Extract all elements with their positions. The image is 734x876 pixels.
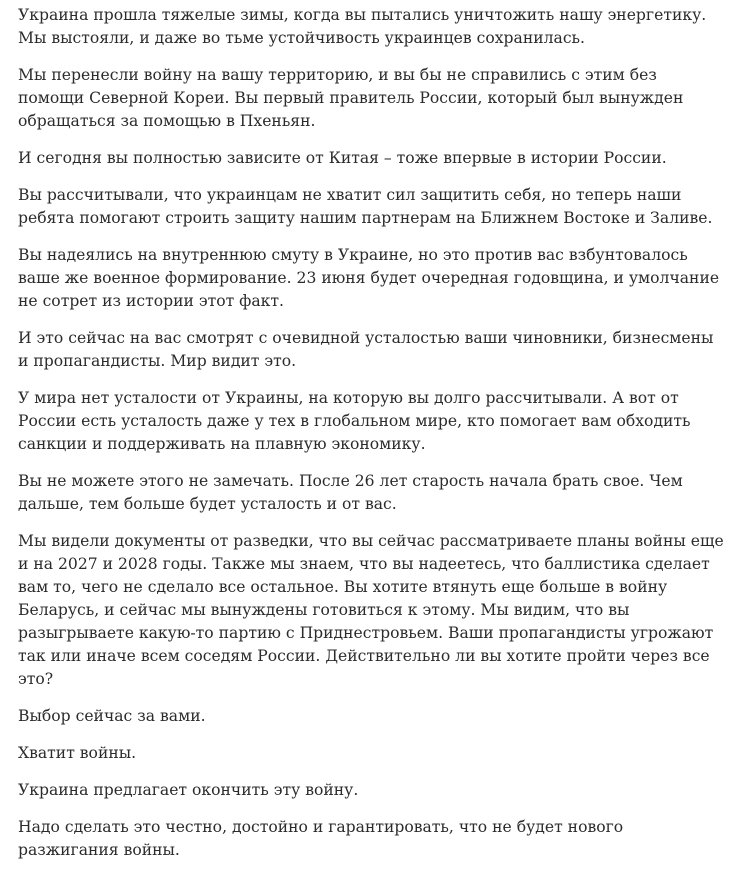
paragraph-7: У мира нет усталости от Украины, на которую вы долго рассчитывали. А вот от России есть усталость даже у тех в глобальном мире, кто помогает вам обходить санкции и поддерживать на плавную экономику. — [18, 389, 691, 453]
paragraph-11: Хватит войны. — [18, 744, 137, 762]
paragraph-3: И сегодня вы полностью зависите от Китая – тоже впервые в истории России. — [18, 149, 667, 167]
paragraph-4: Вы рассчитывали, что украинцам не хватит сил защитить себя, но теперь наши ребята помогают строить защиту нашим партнерам на Ближнем Востоке и Заливе. — [18, 186, 713, 227]
paragraph-2: Мы перенесли войну на вашу территорию, и вы бы не справились с этим без помощи Северной Кореи. Вы первый правитель России, который был вынужден обращаться за помощью в Пхеньян. — [18, 66, 684, 130]
paragraph-5: Вы надеялись на внутреннюю смуту в Украине, но это против вас взбунтовалось ваше же военное формирование. 23 июня будет очередная годовщина, и умолчание не сотрет из истории этот факт. — [18, 246, 720, 310]
article-body — [18, 4, 724, 876]
paragraph-13: Надо сделать это честно, достойно и гарантировать, что не будет нового разжигания войны. — [18, 818, 624, 859]
paragraph-8: Вы не можете этого не замечать. После 26 лет старость начала брать свое. Чем дальше, тем больше будет усталость и от вас. — [18, 472, 683, 513]
paragraph-12: Украина предлагает окончить эту войну. — [18, 781, 359, 799]
paragraph-6: И это сейчас на вас смотрят с очевидной усталостью ваши чиновники, бизнесмены и пропагандисты. Мир видит это. — [18, 329, 714, 370]
paragraph-1: Украина прошла тяжелые зимы, когда вы пытались уничтожить нашу энергетику. Мы выстояли, и даже во тьме устойчивость украинцев сохранилась. — [18, 6, 707, 47]
paragraph-10: Выбор сейчас за вами. — [18, 707, 206, 725]
paragraph-9: Мы видели документы от разведки, что вы сейчас рассматриваете планы войны еще и на 2027 и 2028 годы. Также мы знаем, что вы надеетесь, что баллистика сделает вам то, чего не сделало все остальное. Вы хотите втянуть еще больше в войну Беларусь, и сейчас мы вынуждены готовиться к этому. Мы видим, что вы разыгрываете какую-то партию с Приднестровьем. Ваши пропагандисты угрожают так или иначе всем соседям России. Действительно ли вы хотите пройти через все это? — [18, 532, 724, 688]
